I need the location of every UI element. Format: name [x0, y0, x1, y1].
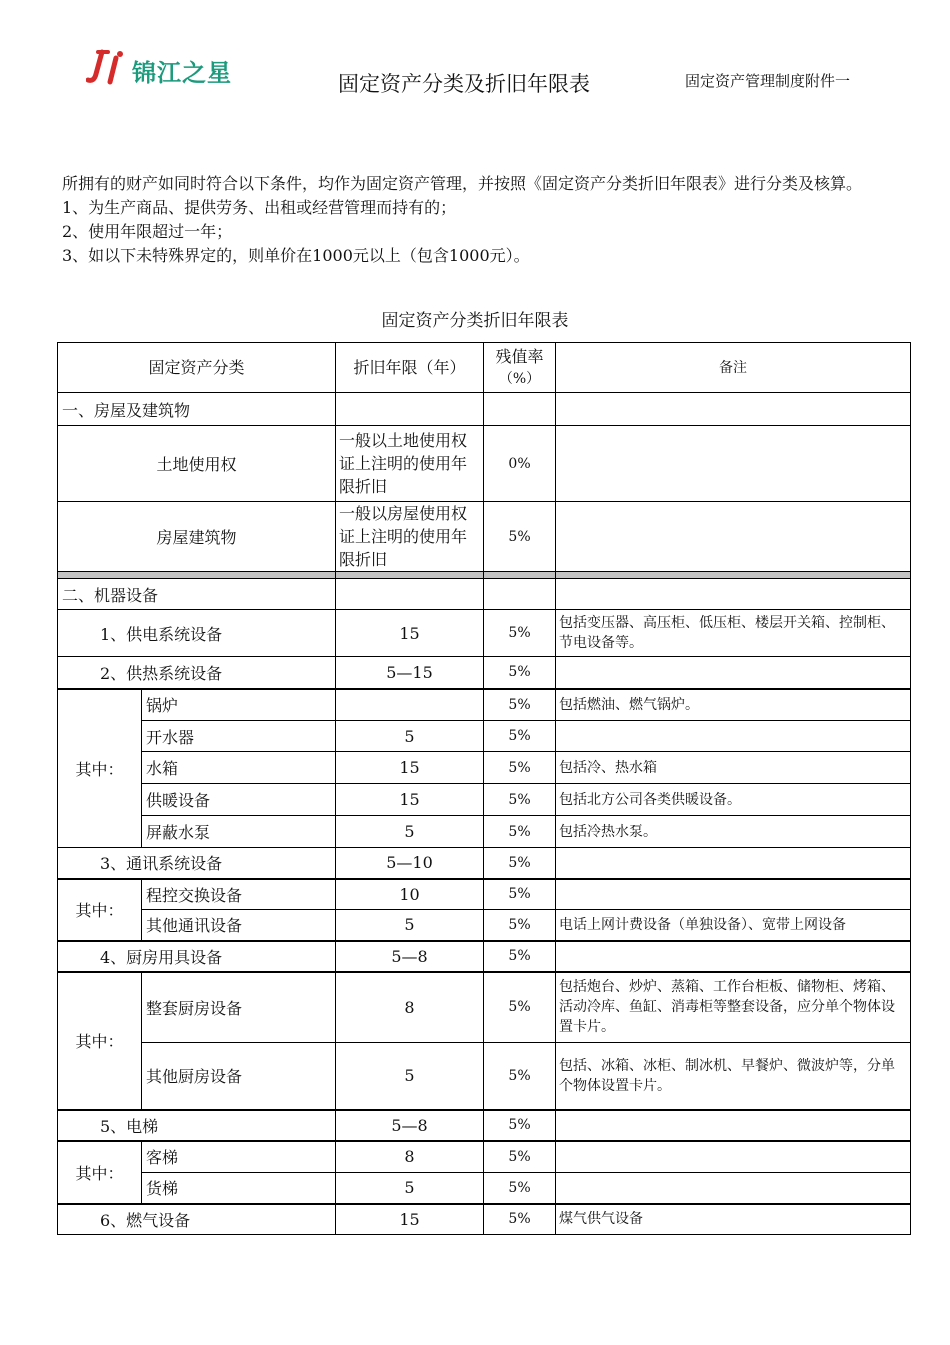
row-name: 3、通讯系统设备 — [58, 848, 336, 879]
row-name: 客梯 — [142, 1141, 336, 1173]
row-name: 1、供电系统设备 — [58, 610, 336, 657]
row-remark — [556, 941, 911, 972]
table-row — [58, 941, 911, 972]
qizhong-label: 其中： — [58, 879, 142, 941]
row-rate: 5% — [484, 752, 556, 784]
row-years: 5—15 — [336, 657, 484, 689]
table-row — [58, 784, 911, 816]
row-rate: 5% — [484, 610, 556, 657]
qizhong-label: 其中： — [58, 1141, 142, 1204]
qizhong-label: 其中： — [58, 689, 142, 848]
row-name: 5、电梯 — [58, 1110, 336, 1141]
row-remark — [556, 1110, 911, 1141]
header-years: 折旧年限（年） — [336, 343, 484, 393]
row-remark — [556, 1173, 911, 1204]
row-years: 15 — [336, 1204, 484, 1235]
table-row — [58, 910, 911, 941]
table-row — [58, 848, 911, 879]
row-years: 5 — [336, 816, 484, 848]
row-years: 5—8 — [336, 941, 484, 972]
document-title: 固定资产分类及折旧年限表 — [338, 72, 590, 96]
row-name: 程控交换设备 — [142, 879, 336, 910]
row-name: 开水器 — [142, 721, 336, 752]
row-remark: 包括冷热水泵。 — [556, 816, 911, 848]
table-title: 固定资产分类折旧年限表 — [381, 311, 569, 331]
row-name: 锅炉 — [142, 689, 336, 721]
brand-name: 锦江之星 — [132, 59, 232, 87]
row-name: 屏蔽水泵 — [142, 816, 336, 848]
row-years: 5 — [336, 1173, 484, 1204]
row-rate: 5% — [484, 784, 556, 816]
qizhong-label: 其中： — [58, 972, 142, 1110]
row-name: 4、厨房用具设备 — [58, 941, 336, 972]
table-row — [58, 502, 911, 572]
condition-1: 1、为生产商品、提供劳务、出租或经营管理而持有的； — [62, 198, 457, 217]
row-name: 6、燃气设备 — [58, 1204, 336, 1235]
attachment-label: 固定资产管理制度附件一 — [685, 72, 851, 90]
row-rate: 5% — [484, 1204, 556, 1235]
row-years: 5 — [336, 910, 484, 941]
table-row — [58, 1173, 911, 1204]
row-years — [336, 689, 484, 721]
table-row — [58, 1141, 911, 1173]
table-row — [58, 1043, 911, 1110]
condition-2: 2、使用年限超过一年； — [62, 222, 233, 241]
row-remark — [556, 502, 911, 572]
row-name: 其他厨房设备 — [142, 1043, 336, 1110]
row-remark: 包括冷、热水箱 — [556, 752, 911, 784]
table-row — [58, 879, 911, 910]
table-row — [58, 721, 911, 752]
table-row — [58, 816, 911, 848]
table-row — [58, 972, 911, 1043]
row-rate: 5% — [484, 1110, 556, 1141]
row-rate: 5% — [484, 941, 556, 972]
table-row — [58, 689, 911, 721]
table-row — [58, 1110, 911, 1141]
depreciation-table — [57, 342, 911, 1235]
row-years: 8 — [336, 972, 484, 1043]
row-rate: 0% — [484, 426, 556, 502]
row-rate: 5% — [484, 689, 556, 721]
row-name: 土地使用权 — [58, 426, 336, 502]
row-remark — [556, 657, 911, 689]
row-years: 15 — [336, 784, 484, 816]
brand-logo-mark — [86, 48, 134, 88]
row-rate: 5% — [484, 848, 556, 879]
row-years: 5 — [336, 1043, 484, 1110]
table-row — [58, 657, 911, 689]
header-residual — [484, 343, 556, 393]
row-name: 货梯 — [142, 1173, 336, 1204]
row-years: 5—8 — [336, 1110, 484, 1141]
row-remark — [556, 1141, 911, 1173]
row-remark — [556, 721, 911, 752]
header-category: 固定资产分类 — [58, 343, 336, 393]
section-label: 二、机器设备 — [58, 579, 336, 610]
row-rate: 5% — [484, 972, 556, 1043]
row-years: 一般以土地使用权证上注明的使用年限折旧 — [336, 426, 484, 502]
row-rate: 5% — [484, 1141, 556, 1173]
header-residual-label: 残值率 — [495, 346, 544, 366]
row-rate: 5% — [484, 657, 556, 689]
row-name: 2、供热系统设备 — [58, 657, 336, 689]
row-rate: 5% — [484, 1173, 556, 1204]
header-remark: 备注 — [556, 343, 911, 393]
row-years: 5—10 — [336, 848, 484, 879]
row-remark — [556, 879, 911, 910]
row-years: 8 — [336, 1141, 484, 1173]
row-remark: 包括炮台、炒炉、蒸箱、工作台柜板、储物柜、烤箱、活动冷库、鱼缸、消毒柜等整套设备，应分单个物体设置卡片。 — [556, 972, 911, 1043]
table-header-row — [58, 343, 911, 393]
row-remark: 电话上网计费设备（单独设备）、宽带上网设备 — [556, 910, 911, 941]
row-years: 5 — [336, 721, 484, 752]
separator-row — [58, 572, 911, 579]
section-row — [58, 393, 911, 426]
row-rate: 5% — [484, 502, 556, 572]
row-remark: 包括北方公司各类供暖设备。 — [556, 784, 911, 816]
row-name: 其他通讯设备 — [142, 910, 336, 941]
row-rate: 5% — [484, 1043, 556, 1110]
row-remark: 煤气供气设备 — [556, 1204, 911, 1235]
table-row — [58, 426, 911, 502]
row-years: 15 — [336, 752, 484, 784]
row-remark — [556, 426, 911, 502]
row-name: 房屋建筑物 — [58, 502, 336, 572]
section-row — [58, 579, 911, 610]
row-rate: 5% — [484, 721, 556, 752]
row-years: 10 — [336, 879, 484, 910]
condition-3: 3、如以下未特殊界定的，则单价在1000元以上（包含1000元）。 — [62, 246, 530, 265]
row-rate: 5% — [484, 879, 556, 910]
row-name: 整套厨房设备 — [142, 972, 336, 1043]
intro-text — [62, 172, 924, 268]
row-rate: 5% — [484, 816, 556, 848]
row-remark: 包括燃油、燃气锅炉。 — [556, 689, 911, 721]
row-name: 水箱 — [142, 752, 336, 784]
section-label: 一、房屋及建筑物 — [58, 393, 336, 426]
row-name: 供暖设备 — [142, 784, 336, 816]
row-years: 一般以房屋使用权证上注明的使用年限折旧 — [336, 502, 484, 572]
row-remark: 包括、冰箱、冰柜、制冰机、早餐炉、微波炉等，分单个物体设置卡片。 — [556, 1043, 911, 1110]
row-rate: 5% — [484, 910, 556, 941]
table-row — [58, 610, 911, 657]
row-remark: 包括变压器、高压柜、低压柜、楼层开关箱、控制柜、节电设备等。 — [556, 610, 911, 657]
table-row — [58, 752, 911, 784]
table-row — [58, 1204, 911, 1235]
row-remark — [556, 848, 911, 879]
intro-paragraph: 所拥有的财产如同时符合以下条件，均作为固定资产管理，并按照《固定资产分类折旧年限表》进行分类及核算。 — [62, 174, 863, 193]
header-residual-unit: （%） — [498, 370, 541, 387]
row-years: 15 — [336, 610, 484, 657]
